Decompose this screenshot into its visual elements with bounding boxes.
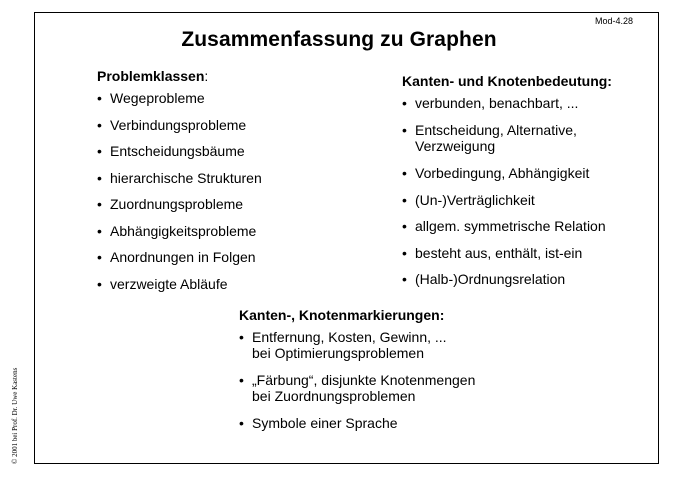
list-item: • (Halb-)Ordnungsrelation — [402, 271, 566, 287]
edge-node-markings-section — [239, 306, 475, 431]
page-title: Zusammenfassung zu Graphen — [181, 28, 497, 51]
list-item: • Verbindungsprobleme — [97, 117, 247, 133]
list-item: • (Un-)Verträglichkeit — [402, 192, 535, 208]
problem-classes-list — [97, 90, 262, 292]
list-item: • Entfernung, Kosten, Gewinn, ... bei Optimierungsproblemen — [239, 329, 447, 361]
list-item: • Abhängigkeitsprobleme — [97, 223, 257, 239]
list-item: • Anordnungen in Folgen — [97, 249, 256, 265]
copyright-notice: © 2001 bei Prof. Dr. Uwe Kastens — [11, 367, 19, 464]
slide-id: Mod-4.28 — [595, 16, 634, 26]
problem-classes-section — [97, 67, 262, 292]
list-item: • Entscheidungsbäume — [97, 143, 245, 159]
list-item: • Entscheidung, Alternative, Verzweigung — [402, 122, 577, 154]
edge-node-meaning-list — [402, 95, 612, 287]
list-item: • besteht aus, enthält, ist-ein — [402, 245, 583, 261]
list-item: • Symbole einer Sprache — [239, 415, 398, 431]
list-item: • verzweigte Abläufe — [97, 276, 228, 292]
list-item: • hierarchische Strukturen — [97, 170, 262, 186]
edge-node-meaning-heading: Kanten- und Knotenbedeutung: — [402, 73, 612, 89]
list-item: • allgem. symmetrische Relation — [402, 218, 606, 234]
list-item: • verbunden, benachbart, ... — [402, 95, 579, 111]
list-item: • „Färbung“, disjunkte Knotenmengen bei Zuordnungsproblemen — [239, 372, 476, 404]
problem-classes-heading: Problemklassen: — [97, 68, 209, 84]
edge-node-markings-list — [239, 329, 475, 431]
edge-node-meaning-section — [402, 72, 612, 287]
list-item: • Zuordnungsprobleme — [97, 196, 244, 212]
edge-node-markings-heading: Kanten-, Knotenmarkierungen: — [239, 307, 445, 323]
list-item: • Wegeprobleme — [97, 90, 205, 106]
list-item: • Vorbedingung, Abhängigkeit — [402, 165, 590, 181]
